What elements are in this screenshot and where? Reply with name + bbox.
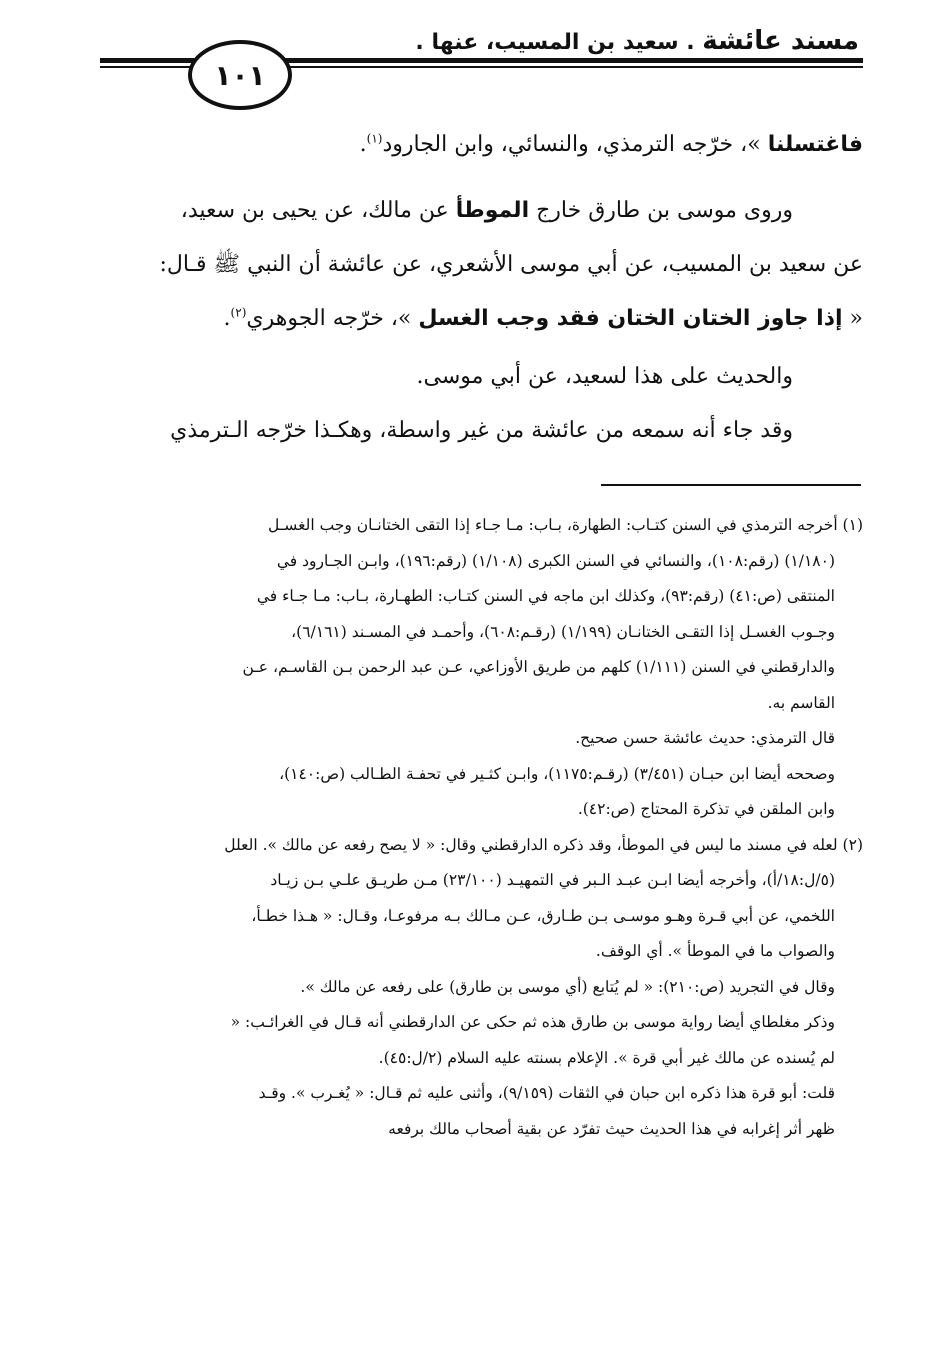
text-run: عن مالك، عن يحيى بن سعيد،: [180, 198, 456, 223]
text-line: وقد جاء أنه سمعه من عائشة من غير واسطة، وهكـذا خرّجه الـترمذي: [170, 418, 793, 443]
footnote-ref-1: (١): [366, 131, 383, 146]
footnote-separator: [601, 484, 861, 486]
footnote-line: القاسم به.: [767, 693, 835, 712]
footnote-line: (١) أخرجه الترمذي في السنن كتـاب: الطهارة، بـاب: مـا جـاء إذا التقى الختانـان وجب الغسـل: [268, 516, 863, 534]
text-run: »، خرّجه الجوهري: [246, 306, 419, 331]
text-line: والحديث على هذا لسعيد، عن أبي موسى.: [416, 364, 793, 389]
footnote-line: (١/١٨٠) (رقم:١٠٨)، والنسائي في السنن الكبرى (١/١٠٨) (رقم:١٩٦)، وابـن الجـارود في: [276, 551, 835, 570]
footnote-line: وذكر مغلطاي أيضا رواية موسى بن طارق هذه ثم حكى عن الدارقطني أنه قـال في الغرائـب: «: [230, 1013, 835, 1031]
bold-word: فاغتسلنا: [767, 132, 863, 157]
footnote-line: وصححه أيضا ابن حبـان (٣/٤٥١) (رقـم:١١٧٥)، وابـن كثـير في تحفـة الطـالب (ص:١٤٠)،: [279, 764, 835, 783]
text-run: وروى موسى بن طارق خارج: [529, 198, 793, 223]
text-run: «: [842, 306, 863, 331]
text-run: »، خرّجه الترمذي، والنسائي، وابن الجارود: [382, 132, 768, 157]
bold-word: الموطأ: [455, 198, 530, 223]
text-line: عن سعيد بن المسيب، عن أبي موسى الأشعري، عن عائشة أن النبي ﷺ قـال:: [159, 252, 863, 277]
text-run: .: [223, 306, 231, 331]
footnote-line: المنتقى (ص:٤١) (رقم:٩٣)، وكذلك ابن ماجه في السنن كتـاب: الطهـارة، بـاب: مـا جـاء في: [256, 587, 835, 605]
running-head: [415, 26, 859, 56]
footnote-line: وابن الملقن في تذكرة المحتاج (ص:٤٢).: [577, 800, 835, 818]
paragraph-4: [100, 404, 863, 458]
footnote-line: وقال في التجريد (ص:٢١٠): « لم يُتابع (أي موسى بن طارق) على رفعه عن مالك ».: [300, 977, 835, 996]
running-head-subtitle: . سعيد بن المسيب، عنها .: [415, 30, 703, 55]
footnote-line: ظهر أثر إغرابه في هذا الحديث حيث تفرّد عن بقية أصحاب مالك برفعه: [388, 1119, 835, 1138]
footnote-line: قال الترمذي: حديث عائشة حسن صحيح.: [575, 729, 835, 747]
text-run: .: [359, 132, 367, 157]
footnote-line: قلت: أبو قرة هذا ذكره ابن حبان في الثقات (٩/١٥٩)، وأثنى عليه ثم قـال: « يُغـرب ». وقـد: [258, 1084, 835, 1102]
footnote-2: [100, 828, 863, 1148]
hadith-text: إذا جاوز الختان الختان فقد وجب الغسل: [418, 306, 843, 331]
footnote-line: (٢) لعله في مسند ما ليس في الموطأ، وقد ذكره الدارقطني وقال: « لا يصح رفعه عن مالك ». العلل: [224, 835, 863, 854]
paragraph-1: [100, 118, 863, 172]
text-line: [100, 292, 863, 346]
footnote-line: وجـوب الغسـل إذا التقـى الختانـان (١/١٩٩) (رقـم:٦٠٨)، وأحمـد في المسـند (٦/١٦١)،: [291, 622, 835, 641]
footnote-line: اللخمي، عن أبي قـرة وهـو موسـى بـن طـارق، عـن مـالك بـه مرفوعـا، وقـال: « هـذا خطـأ،: [251, 906, 835, 925]
page-number: ١٠١: [214, 58, 266, 92]
running-head-title: مسند عائشة: [702, 26, 859, 56]
page-number-oval: [188, 40, 292, 110]
footnotes: [100, 508, 863, 1147]
footnote-line: (٥/ل:١٨/أ)، وأخرجه أيضا ابـن عبـد الـبر في التمهيـد (٢٣/١٠٠) مـن طريـق علـي بـن زيـاد: [270, 871, 835, 889]
paragraph-2: [100, 184, 863, 346]
paragraph-3: [100, 350, 863, 404]
footnote-line: والدارقطني في السنن (١/١١١) كلهم من طريق الأوزاعي، عـن عبد الرحمن بـن القاسـم، عـن: [242, 658, 835, 676]
footnote-line: والصواب ما في الموطأ ». أي الوقف.: [595, 942, 835, 960]
text-line: [100, 118, 863, 172]
text-line: [100, 184, 863, 238]
footnote-ref-2: (٢): [230, 305, 247, 320]
main-text: [100, 118, 863, 458]
footnote-line: لم يُسنده عن مالك غير أبي قرة ». الإعلام بسنته عليه السلام (٢/ل:٤٥).: [378, 1048, 835, 1067]
footnote-1: [100, 508, 863, 828]
